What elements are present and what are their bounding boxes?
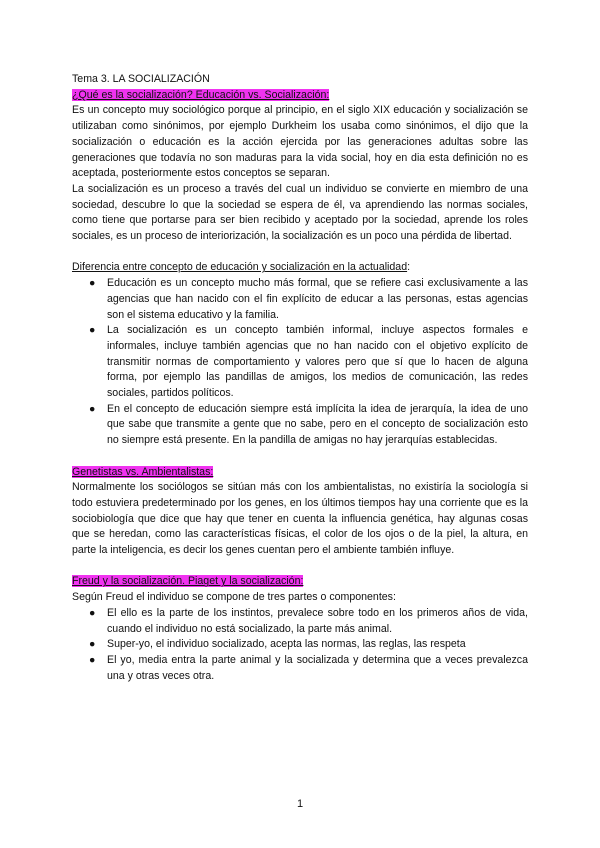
bullet-list	[72, 606, 528, 685]
subheading-colon: :	[407, 261, 411, 274]
list-item-text: El yo, media entra la parte animal y la socializada y determina que a veces prevalezca una y otras veces otra.	[107, 653, 528, 682]
bullet-icon: ●	[89, 277, 96, 290]
list-item	[72, 637, 528, 653]
bullet-icon: ●	[89, 324, 96, 337]
section-heading-socializacion: ¿Qué es la socialización? Educación vs. Socialización:	[72, 88, 330, 101]
paragraph: Es un concepto muy sociológico porque al principio, en el siglo XIX educación y socialización se utilizaban como sinónimos, por ejemplo Durkheim los usaba como sinónimos, el dijo que la socialización o educación es la acción ejercida por las generaciones adultas sobre las generaciones que todavía no son maduras para la vida social, hoy en dia esta definición no es aceptada, posteriormente estos conceptos se separan.	[72, 104, 528, 180]
paragraph: La socialización es un proceso a través del cual un individuo se convierte en miembro de una sociedad, descubre lo que la sociedad se espera de él, va aprendiendo las normas sociales, como tiene que portarse para ser bien recibido y aceptado por la sociedad, aprende los roles sociales, es un proceso de interiorización, la socialización es un poco una pérdida de libertad.	[72, 182, 528, 243]
list-item	[72, 653, 528, 684]
bullet-icon: ●	[89, 653, 96, 666]
list-item-text: El ello es la parte de los instintos, prevalece sobre todo en los primeros años de vida, cuando el individuo no está socializado, la parte más animal.	[107, 606, 528, 635]
document-page	[72, 72, 528, 684]
paragraph: Según Freud el individuo se compone de tres partes o componentes:	[72, 591, 396, 604]
section-heading-freud-piaget: Freud y la socialización. Piaget y la socialización:	[72, 575, 304, 588]
list-item-text: Educación es un concepto mucho más formal, que se refiere casi exclusivamente a las agencias que han nacido con el fin explícito de educar a las personas, estas agencias son el sistema educativo y la familia.	[107, 277, 528, 321]
list-item	[72, 606, 528, 637]
spacer	[72, 559, 528, 575]
bullet-list	[72, 276, 528, 449]
spacer	[72, 449, 528, 465]
section-heading-genetistas: Genetistas vs. Ambientalistas:	[72, 465, 214, 478]
page-title: Tema 3. LA SOCIALIZACIÓN	[72, 73, 210, 85]
list-item-text: La socialización es un concepto también informal, incluye aspectos formales e informales, incluye también agencias que no han nacido con el objetivo explícito de transmitir normas de comportamiento y valores pero que sí que lo hacen de alguna forma, por ejemplo las pandillas de amigos, los medios de comunicación, las redes sociales, partidos políticos.	[107, 324, 528, 400]
bullet-icon: ●	[89, 402, 96, 415]
subheading-diferencia	[72, 260, 528, 276]
bullet-icon: ●	[89, 606, 96, 619]
paragraph: Normalmente los sociólogos se sitúan más con los ambientalistas, no existiría la sociología si todo estuviera predeterminado por los genes, en los últimos tiempos hay una corriente que es la sociobiología que dice que hay que tener en cuenta la influencia genética, hay algunas cosas que se heredan, como las características físicas, el color de los ojos o de la piel, la altura, en parte la inteligencia, es decir los genes cuentan pero el ambiente también influye.	[72, 481, 528, 557]
list-item-text: Super-yo, el individuo socializado, acepta las normas, las reglas, las respeta	[107, 638, 466, 651]
spacer	[72, 245, 528, 261]
bullet-icon: ●	[89, 638, 96, 651]
list-item	[72, 323, 528, 402]
page-number: 1	[296, 798, 304, 810]
list-item	[72, 276, 528, 323]
list-item	[72, 402, 528, 449]
list-item-text: En el concepto de educación siempre está implícita la idea de jerarquía, la idea de uno que sabe que transmite a gente que no sabe, pero en el concepto de socialización esto no siempre está presente. En la pandilla de amigas no hay jerarquías establecidas.	[107, 402, 528, 447]
subheading-text: Diferencia entre concepto de educación y socialización en la actualidad	[72, 261, 408, 274]
